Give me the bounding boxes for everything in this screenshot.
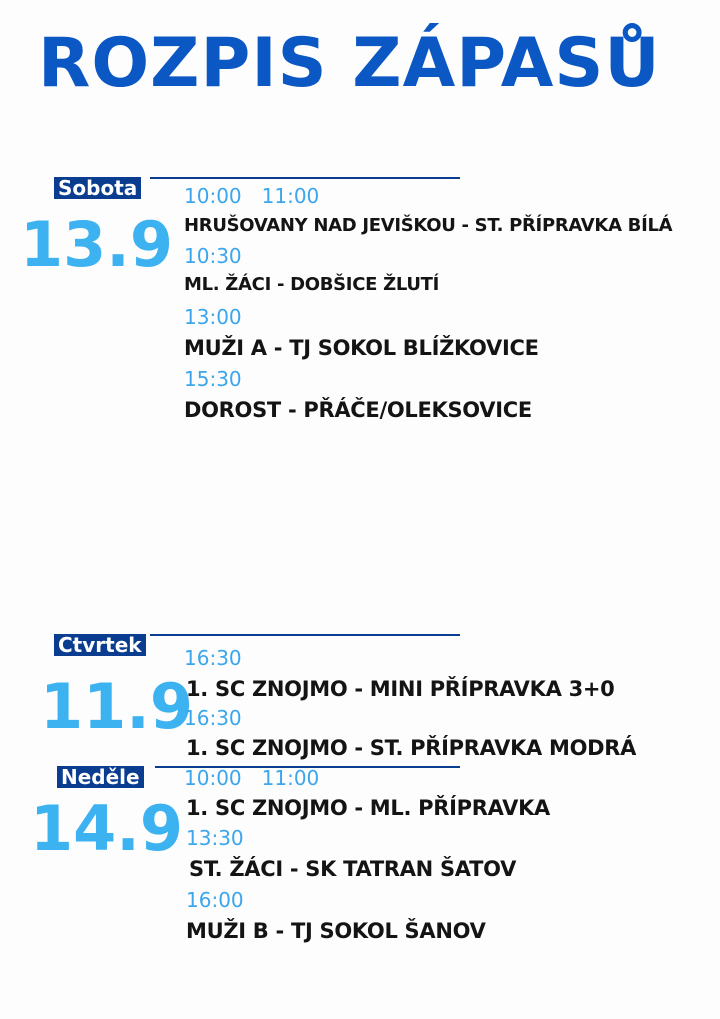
match-time: [184, 768, 319, 788]
date-13-9: 13.9: [20, 208, 173, 281]
match-time: [186, 828, 244, 848]
divider-line: [150, 177, 460, 179]
time-value: 10:00: [184, 766, 242, 790]
match-teams: ST. ŽÁCI - SK TATRAN ŠATOV: [189, 857, 517, 881]
match-teams: ML. ŽÁCI - DOBŠICE ŽLUTÍ: [184, 274, 440, 295]
date-11-9: 11.9: [40, 670, 193, 743]
time-value: 13:30: [186, 826, 244, 850]
time-value: 11:00: [261, 184, 320, 208]
match-teams: MUŽI B - TJ SOKOL ŠANOV: [186, 919, 486, 943]
time-value: 10:00: [184, 184, 242, 208]
match-time: [184, 186, 319, 206]
day-label-nedele: Neděle: [57, 766, 144, 788]
match-teams: HRUŠOVANY NAD JEVIŠKOU - ST. PŘÍPRAVKA BÍLÁ: [184, 215, 673, 236]
match-teams: MUŽI A - TJ SOKOL BLÍŽKOVICE: [184, 336, 539, 360]
match-teams: DOROST - PŘÁČE/OLEKSOVICE: [184, 398, 532, 422]
divider-line: [150, 634, 460, 636]
time-value: 13:00: [184, 305, 242, 329]
day-label-ctvrtek: Ctvrtek: [54, 634, 146, 656]
time-value: 15:30: [184, 367, 242, 391]
match-time: [184, 648, 242, 668]
page-title: ROZPIS ZÁPASŮ: [38, 24, 661, 103]
day-label-sobota: Sobota: [54, 177, 141, 199]
match-teams: 1. SC ZNOJMO - MINI PŘÍPRAVKA 3+0: [186, 677, 615, 701]
date-14-9: 14.9: [30, 792, 183, 865]
match-time: [184, 708, 242, 728]
match-teams: 1. SC ZNOJMO - ST. PŘÍPRAVKA MODRÁ: [186, 736, 637, 760]
time-value: 16:00: [186, 888, 244, 912]
time-value: 16:30: [184, 706, 242, 730]
time-value: 10:30: [184, 244, 242, 268]
match-time: [184, 307, 242, 327]
match-time: [184, 246, 242, 266]
match-time: [184, 369, 242, 389]
match-time: [186, 890, 244, 910]
time-value: 11:00: [261, 766, 320, 790]
match-teams: 1. SC ZNOJMO - ML. PŘÍPRAVKA: [186, 796, 551, 820]
time-value: 16:30: [184, 646, 242, 670]
